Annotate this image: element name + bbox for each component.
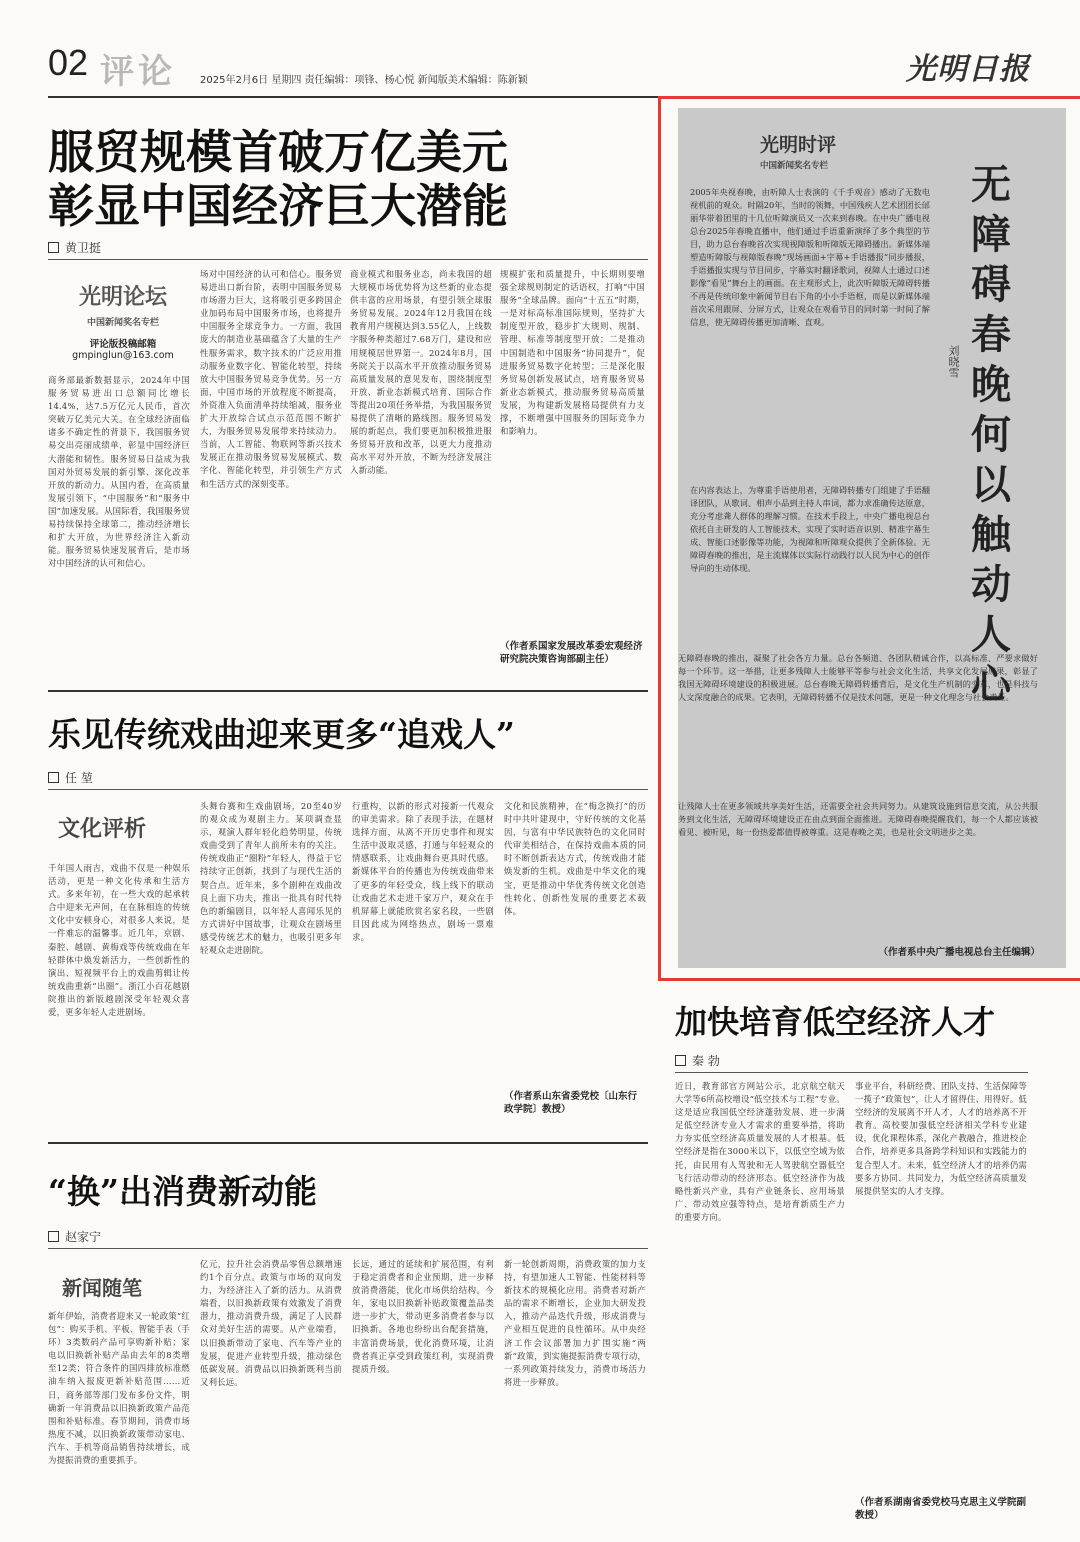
- article2-column-1: 千年国人雨吉，戏曲不仅是一种娱乐活动，更是一种文化传承和生活方式。多来年初，在一些大戏的起承转合中迎来无声间，在在脉相连的传统文化中安顿身心，对很多人来说，是一件难忘的温馨事。近几年，京剧、秦腔、越剧、黄梅戏等传统戏曲在年轻群体中焕发新活力，一些创新性的演出、短视频平台上的戏曲剪辑让传统戏曲重新“出圈”。浙江小百花越剧院推出的新版越剧深受年轻观众喜爱，更多年轻人走进剧场。: [48, 863, 190, 1018]
- article1-headline-line1: 服贸规模首破万亿美元: [48, 125, 508, 179]
- article1-column-2: 场对中国经济的认可和信心。服务贸易进出口新台阶，表明中国服务贸易市场潜力巨大，这将吸引更多跨国企业加码布局中国服务市场，也将提升中国服务全球竞争力。一方面，我国庞大的制造业基础蕴含了大量的生产性服务需求，数字技术的广泛应用推动服务业数字化、智能化转型，持续放大中国服务贸易竞争优势。另一方面，中国市场的开放程度不断提高，外资准入负面清单持续缩减，服务业扩大开放综合试点示范范围不断扩大，为服务贸易发展带来持续动力。当前，人工智能、物联网等新兴技术发展正在推动服务贸易发展模式、数字化、智能化转型，并引领生产方式和生活方式的深刻变革。: [200, 269, 342, 489]
- article2-headline: 乐见传统戏曲迎来更多“追戏人”: [48, 715, 515, 754]
- editorial-column-badge: [760, 130, 850, 171]
- divider: [48, 1248, 648, 1249]
- article4-byline: 秦 勃: [675, 1052, 720, 1069]
- article2-credit: （作者系山东省委党校〔山东行政学院〕教授）: [504, 1091, 638, 1115]
- editorial-column-3: 无障碍春晚的推出，凝聚了社会各方力量。总台各频道、各团队精诚合作，以高标准、严要求做好每一个环节。这一举措，让更多残障人士能够平等参与社会文化生活，共享文化发展成果，彰显了我国无障碍环境建设的积极进展。总台春晚无障碍转播背后，是文化生产机制的变革，也是科技与人文深度融合的成果。它表明，无障碍转播不仅是技术问题，更是一种文化理念与社会责任。: [678, 653, 1038, 702]
- divider: [48, 1142, 648, 1144]
- editorial-title: 无障碍春晚何以触动人心: [971, 161, 1011, 708]
- issue-info: 2025年2月6日 星期四 责任编辑：项锋、杨心悦 新闻版美术编辑：陈新颖: [200, 75, 528, 86]
- editorial-column-1: 2005年央视春晚，由听障人士表演的《千手观音》感动了无数电视机前的观众。时隔20年，当时的领舞，中国残疾人艺术团团长邰丽华带着团里的十几位听障演员又一次来到春晚。在中央广播电视总台2025年春晚直播中，他们通过手语重新演绎了多个典型的节目，助力总台春晚首次实现视障版和听障版无障碍播出。新媒体端塑造听障版与视障版春晚“现场画面+字幕+手语播报”同步播报，手语播报实现与节目同步，字幕实时翻译歌词，视障人士通过口述影像“看见”舞台上的画面。在主观形式上，此次听障版无障碍转播不再是传统印象中新闻节目右下角的小小手语框，而是以新媒体端首次采用跟屏、分屏方式，让观众在观看节目的同时第一时间了解信息，使无障碍传播更加清晰、直观。: [690, 187, 930, 327]
- article4-column-1: 近日，教育部官方网站公示，北京航空航天大学等6所高校增设“低空技术与工程”专业。这是适应我国低空经济蓬勃发展、进一步满足低空经济专业人才需求的重要举措，将助力夯实低空经济高质量发展的人才根基。低空经济是指在3000米以下，以低空空域为依托，由民用有人驾驶和无人驾驶航空器低空飞行活动带动的经济形态。低空经济作为战略性新兴产业，具有产业链条长、应用场景广、带动效应强等特点，是培育新质生产力的重要方向。: [675, 1081, 845, 1222]
- editorial-author: 刘晓雪: [947, 345, 960, 378]
- editorial-credit: （作者系中央广播电视总台主任编辑）: [878, 947, 1040, 958]
- article2-byline: 任 堃: [48, 769, 93, 786]
- article3-column-4: 新一轮创新周期，消费政策的加力支持，有望加速人工智能、性能材料等新技术的规模化应用。消费者对新产品的需求不断增长，企业加大研发投入，推动产品迭代升级，形成消费与产业相互促进的良性循环。从中央经济工作会议部署加力扩围实施“两新”政策，到实施提振消费专项行动，一系列政策持续发力，消费市场活力将进一步释放。: [504, 1259, 646, 1387]
- article2-column-2: 头舞台赛和生戏曲剧场，20至40岁的观众成为观剧主力。某项调查显示，观演人群年轻化趋势明显，传统戏曲受到了青年人前所未有的关注。传统戏曲正“圈粉”年轻人，得益于它持续守正创新，找到了与现代生活的契合点。近年来，多个剧种在戏曲改良上面下功夫，推出一批具有时代特色的新编剧目，以年轻人喜闻乐见的方式讲好中国故事，让观众在剧场里感受传统艺术的魅力，也吸引更多年轻观众走进剧院。: [200, 801, 342, 956]
- submission-label: 评论版投稿邮箱: [89, 339, 157, 350]
- article1-column-3: 商业模式和服务业态，尚未我国的超大规模市场优势将为这些新的业态提供丰富的应用场景，有望引领全球服务贸易发展。2024年12月我国在线教育用户规模达到3.55亿人，上线数字服务种类超过7.68万门，建设和应用规模居世界第一。2024年8月，国务院关于以高水平开放推动服务贸易高质量发展的意见发布，围绕制度型开放、新业态新模式培育、国际合作等提出20项任务举措，为我国服务贸易提供了清晰的路线图。服务贸易发展的新起点，我们要更加积极推进服务贸易开放和改革，以更大力度推动高水平对外开放，不断为经济发展注入新动能。: [350, 269, 492, 476]
- article1-column-1: 商务部最新数据显示，2024年中国服务贸易进出口总额同比增长14.4%，达7.5万亿元人民币，首次突破万亿美元大关。在全球经济面临诸多不确定性的背景下，我国服务贸易交出亮丽成绩单，彰显中国经济巨大潜能和韧性。服务贸易日益成为我国对外贸易发展的新引擎、深化改革开放的新动力。从国内看，在高质量发展引领下，“中国服务”和“服务中国”加速发展。从国际看，我国服务贸易持续保持全球第二，推动经济增长和扩大开放，为世界经济注入新动能。服务贸易快速发展背后，是市场对中国经济的认可和信心。: [48, 375, 190, 569]
- page-number: 02: [48, 42, 89, 83]
- article4-credit: （作者系湖南省委党校马克思主义学院副教授）: [855, 1497, 1027, 1521]
- article2-column-3: 行重构，以新的形式对接新一代观众的审美需求。除了表现手法，在题材选择方面，从离不开历史事件和现实生活中汲取灵感，打通与年轻观众的情感联系，让戏曲舞台更具时代感。新媒体平台的传播也为传统戏曲带来了更多的年轻受众，线上线下的联动让戏曲艺术走进千家万户，观众在手机屏幕上就能欣赏名家名段，一些剧目因此成为网络热点，剧场一票难求。: [352, 801, 494, 942]
- article1-credit: （作者系国家发展改革委宏观经济研究院决策咨询部副主任）: [500, 641, 643, 665]
- article1-byline: 黄卫挺: [48, 239, 101, 256]
- badge-title: 光明时评: [760, 134, 837, 156]
- divider: [48, 789, 648, 790]
- section-name: 评论: [100, 52, 176, 92]
- badge-sub: 中国新闻奖名专栏: [760, 161, 829, 171]
- article3-column-1: 新年伊始，消费者迎来又一轮政策“红包”：购买手机、平板、智能手表（手环）3类数码产品可享购新补贴；家电以旧换新补贴产品由去年的8类增至12类；符合条件的国四排放标准燃油车纳入报废更新补贴范围……近日，商务部等部门发布多份文件，明确新一年消费品以旧换新政策产品范围和补贴标准。春节期间，消费市场热度不减，以旧换新政策带动家电、汽车、手机等商品销售持续增长，成为提振消费的重要抓手。: [48, 1311, 190, 1466]
- article4-column-2: 事业平台，科研经费、团队支持、生活保障等一揽子“政策包”，让人才留得住、用得好。低空经济的发展离不开人才，人才的培养离不开教育。高校要加强低空经济相关学科专业建设，优化课程体系，深化产教融合，推进校企合作，培养更多具备跨学科知识和实践能力的复合型人才。未来，低空经济人才的培养仍需要多方协同、共同发力，为低空经济高质量发展提供坚实的人才支撑。: [855, 1081, 1027, 1196]
- column-badge-guangming-forum: [58, 280, 188, 360]
- article1-column-4: 规模扩张和质量提升，中长期则要增强全球规则制定的话语权，打响“中国服务”全球品牌。面向“十五五”时期，一是对标高标准国际规则，坚持扩大制度型开放，稳步扩大规则、规制、管理、标准等制度型开放；二是推动中国制造和中国服务“协同提升”，促进服务贸易数字化转型；三是深化服务贸易创新发展试点，培育服务贸易新业态新模式，推动服务贸易高质量发展，为构建新发展格局提供有力支撑，不断增强中国服务的国际竞争力和影响力。: [500, 269, 645, 437]
- article3-byline: 赵家宁: [48, 1228, 101, 1245]
- badge-title: 光明论坛: [78, 284, 167, 310]
- article3-headline: “换”出消费新动能: [48, 1172, 317, 1211]
- divider: [675, 1072, 1028, 1073]
- article3-column-3: 长远，通过的延续和扩展范围，有利于稳定消费者和企业预期，进一步释放消费潜能，优化市场供给结构。今年，家电以旧换新补贴政策覆盖品类进一步扩大，带动更多消费者参与以旧换新。各地也纷纷出台配套措施，丰富消费场景，优化消费环境，让消费者真正享受到政策红利，实现消费提质升级。: [352, 1259, 494, 1374]
- column-badge-culture: 文化评析: [58, 816, 147, 842]
- article3-column-2: 亿元，拉升社会消费品零售总额增速约1个百分点。政策与市场的双向发力，为经济注入了新的活力。从消费端看，以旧换新政策有效激发了消费潜力，推动消费升级，满足了人民群众对美好生活的需要。从产业端看，以旧换新带动了家电、汽车等产业的发展，促进产业转型升级，推动绿色低碳发展。消费品以旧换新既利当前又利长远。: [200, 1259, 342, 1387]
- editorial-column-2: 在内容表达上，为尊重手语使用者，无障碍转播专门组建了手语翻译团队，从歌词、相声小品到主持人串词，都力求准确传达原意，充分考虑聋人群体的理解习惯。在技术手段上，中央广播电视总台依托自主研发的人工智能技术，实现了实时语音识别、精准字幕生成、智能口述影像等功能，为视障和听障观众提供了全新体验。无障碍春晚的推出，是主流媒体以实际行动践行以人民为中心的创作导向的生动体现。: [690, 485, 930, 573]
- submission-email: gmpinglun@163.com: [72, 350, 174, 361]
- article1-headline-line2: 彰显中国经济巨大潜能: [48, 179, 508, 233]
- editorial-column-4: 让残障人士在更多领域共享美好生活，还需要全社会共同努力。从建筑设施到信息交流，从公共服务到文化生活，无障碍环境建设正在由点到面全面推进。无障碍春晚提醒我们，每一个人都应该被看见、被听见，每一份热爱都值得被尊重。这是春晚之美，也是社会文明进步之美。: [678, 801, 1038, 837]
- divider: [48, 690, 648, 692]
- column-badge-news-essay: 新闻随笔: [62, 1276, 142, 1300]
- article4-headline: 加快培育低空经济人才: [675, 1003, 996, 1041]
- divider: [48, 259, 648, 260]
- paper-logo: 光明日报: [906, 52, 1030, 87]
- article2-column-4: 文化和民族精神，在“梅念换打”的历时中共叶建现中，守好传统的文化基因，与富有中华民族特色的文化同时代审美相结合，在保持戏曲本质的同时不断创新表达方式，传统戏曲才能焕发新的生机。戏曲是中华文化的瑰宝，更是推动中华优秀传统文化创造性转化、创新性发展的重要艺术载体。: [504, 801, 646, 916]
- badge-sub: 中国新闻奖名专栏: [86, 318, 159, 328]
